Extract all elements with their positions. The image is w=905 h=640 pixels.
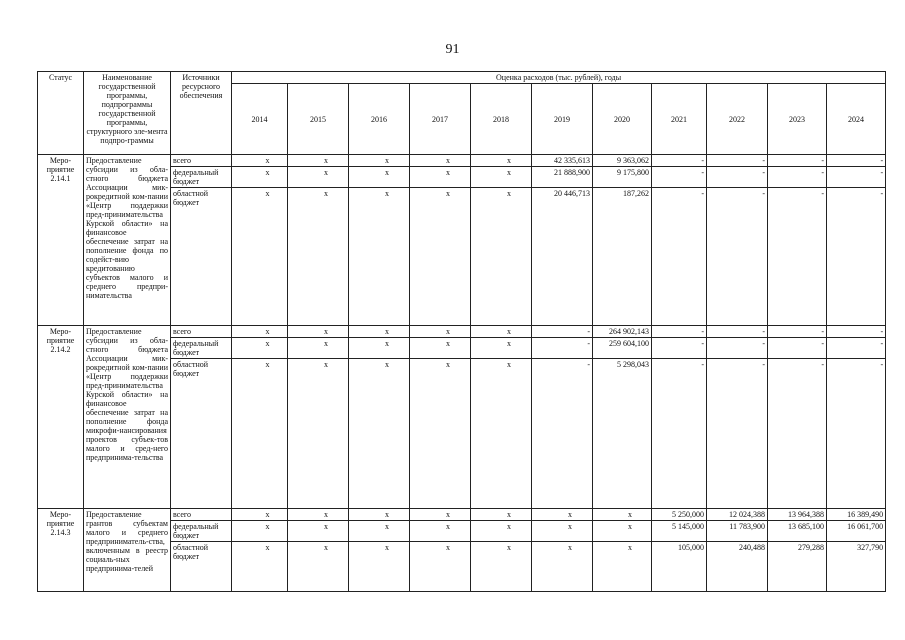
value-cell: x [349,167,410,188]
header-estimate: Оценка расходов (тыс. рублей), годы [232,72,886,84]
value-cell: x [471,155,532,167]
value-cell: x [288,359,349,509]
header-name: Наименование государственной программы, подпрограммы государственной программы, структурного эле-мента подпро-граммы [84,72,171,155]
value-cell: - [707,155,768,167]
value-cell: 9 363,062 [593,155,652,167]
value-cell: 5 250,000 [652,509,707,521]
measure-description: Предоставление грантов субъектам малого и среднего предприниматель-ства, включенным в реестр социаль-ных предпринима-телей [84,509,171,592]
value-cell: x [232,167,288,188]
header-year: 2020 [593,84,652,155]
value-cell: x [471,542,532,592]
value-cell: 5 298,043 [593,359,652,509]
value-cell: x [288,509,349,521]
value-cell: 259 604,100 [593,338,652,359]
value-cell: x [532,542,593,592]
header-year: 2017 [410,84,471,155]
value-cell: - [768,188,827,326]
value-cell: 16 061,700 [827,521,886,542]
value-cell: x [288,521,349,542]
value-cell: 11 783,900 [707,521,768,542]
budget-table [37,71,886,592]
header-status: Статус [38,72,84,155]
value-cell: x [471,359,532,509]
funding-source: областной бюджет [171,359,232,509]
header-year: 2021 [652,84,707,155]
value-cell: x [532,509,593,521]
value-cell: - [827,188,886,326]
value-cell: - [532,338,593,359]
value-cell: - [827,338,886,359]
value-cell: x [532,521,593,542]
value-cell: - [532,359,593,509]
header-year: 2022 [707,84,768,155]
value-cell: x [232,338,288,359]
value-cell: 279,288 [768,542,827,592]
value-cell: x [410,326,471,338]
value-cell: x [288,542,349,592]
header-year: 2016 [349,84,410,155]
value-cell: - [827,326,886,338]
value-cell: x [410,542,471,592]
value-cell: 327,790 [827,542,886,592]
value-cell: x [288,326,349,338]
header-source: Источники ресурсного обеспечения [171,72,232,155]
measure-description: Предоставление субсидии из обла-стного бюджета Ассоциации мик-рокредитной ком-пании «Центр поддержки пред-принимательства Курской области» на финансовое обеспечение затрат на пополнение фонда микрофи-нансирования проектов субъек-тов малого и сред-него предпринима-тельства [84,326,171,509]
table-row [38,509,886,521]
value-cell: - [532,326,593,338]
value-cell: - [707,338,768,359]
value-cell: x [410,155,471,167]
value-cell: 105,000 [652,542,707,592]
measure-status: Меро-приятие 2.14.1 [38,155,84,326]
funding-source: федеральный бюджет [171,338,232,359]
value-cell: - [707,188,768,326]
value-cell: - [768,338,827,359]
value-cell: - [652,188,707,326]
value-cell: x [593,509,652,521]
value-cell: x [410,188,471,326]
table-header [38,72,886,155]
value-cell: x [232,188,288,326]
value-cell: 13 964,388 [768,509,827,521]
value-cell: x [471,521,532,542]
value-cell: x [471,338,532,359]
header-year: 2014 [232,84,288,155]
header-year: 2023 [768,84,827,155]
value-cell: - [768,167,827,188]
value-cell: x [232,359,288,509]
value-cell: x [593,521,652,542]
header-year: 2018 [471,84,532,155]
value-cell: x [410,521,471,542]
value-cell: x [349,521,410,542]
funding-source: федеральный бюджет [171,521,232,542]
value-cell: x [593,542,652,592]
value-cell: x [349,509,410,521]
table-row [38,155,886,167]
value-cell: x [349,359,410,509]
value-cell: - [827,155,886,167]
value-cell: x [471,167,532,188]
funding-source: областной бюджет [171,542,232,592]
funding-source: федеральный бюджет [171,167,232,188]
value-cell: 21 888,900 [532,167,593,188]
funding-source: всего [171,509,232,521]
value-cell: x [471,326,532,338]
value-cell: x [232,155,288,167]
value-cell: 12 024,388 [707,509,768,521]
value-cell: x [288,338,349,359]
value-cell: x [410,359,471,509]
value-cell: - [827,167,886,188]
value-cell: 13 685,100 [768,521,827,542]
value-cell: 20 446,713 [532,188,593,326]
funding-source: всего [171,326,232,338]
funding-source: областной бюджет [171,188,232,326]
header-year: 2015 [288,84,349,155]
value-cell: x [288,188,349,326]
value-cell: x [349,155,410,167]
value-cell: x [349,188,410,326]
value-cell: 16 389,490 [827,509,886,521]
page-number: 91 [445,42,460,57]
value-cell: x [349,326,410,338]
value-cell: x [232,326,288,338]
value-cell: - [768,155,827,167]
value-cell: 187,262 [593,188,652,326]
measure-status: Меро-приятие 2.14.3 [38,509,84,592]
value-cell: - [652,359,707,509]
value-cell: - [707,326,768,338]
value-cell: x [471,509,532,521]
value-cell: x [349,338,410,359]
funding-source: всего [171,155,232,167]
value-cell: x [288,155,349,167]
value-cell: - [652,338,707,359]
value-cell: 9 175,800 [593,167,652,188]
value-cell: x [410,338,471,359]
header-year: 2019 [532,84,593,155]
value-cell: 5 145,000 [652,521,707,542]
value-cell: - [652,167,707,188]
value-cell: x [410,509,471,521]
value-cell: - [827,359,886,509]
value-cell: - [768,359,827,509]
measure-status: Меро-приятие 2.14.2 [38,326,84,509]
table-body [38,155,886,592]
value-cell: x [232,542,288,592]
value-cell: - [768,326,827,338]
value-cell: - [707,359,768,509]
value-cell: x [288,167,349,188]
value-cell: - [707,167,768,188]
value-cell: 42 335,613 [532,155,593,167]
value-cell: x [471,188,532,326]
value-cell: x [410,167,471,188]
header-year: 2024 [827,84,886,155]
value-cell: - [652,155,707,167]
table-row [38,326,886,338]
value-cell: 264 902,143 [593,326,652,338]
value-cell: - [652,326,707,338]
value-cell: x [349,542,410,592]
value-cell: 240,488 [707,542,768,592]
value-cell: x [232,509,288,521]
value-cell: x [232,521,288,542]
measure-description: Предоставление субсидии из обла-стного бюджета Ассоциации мик-рокредитной ком-пании «Центр поддержки пред-принимательства Курской области» на финансовое обеспечение затрат на пополнение фонда по содейст-вию кредитованию субъектов малого и среднего предпри-нимательства [84,155,171,326]
